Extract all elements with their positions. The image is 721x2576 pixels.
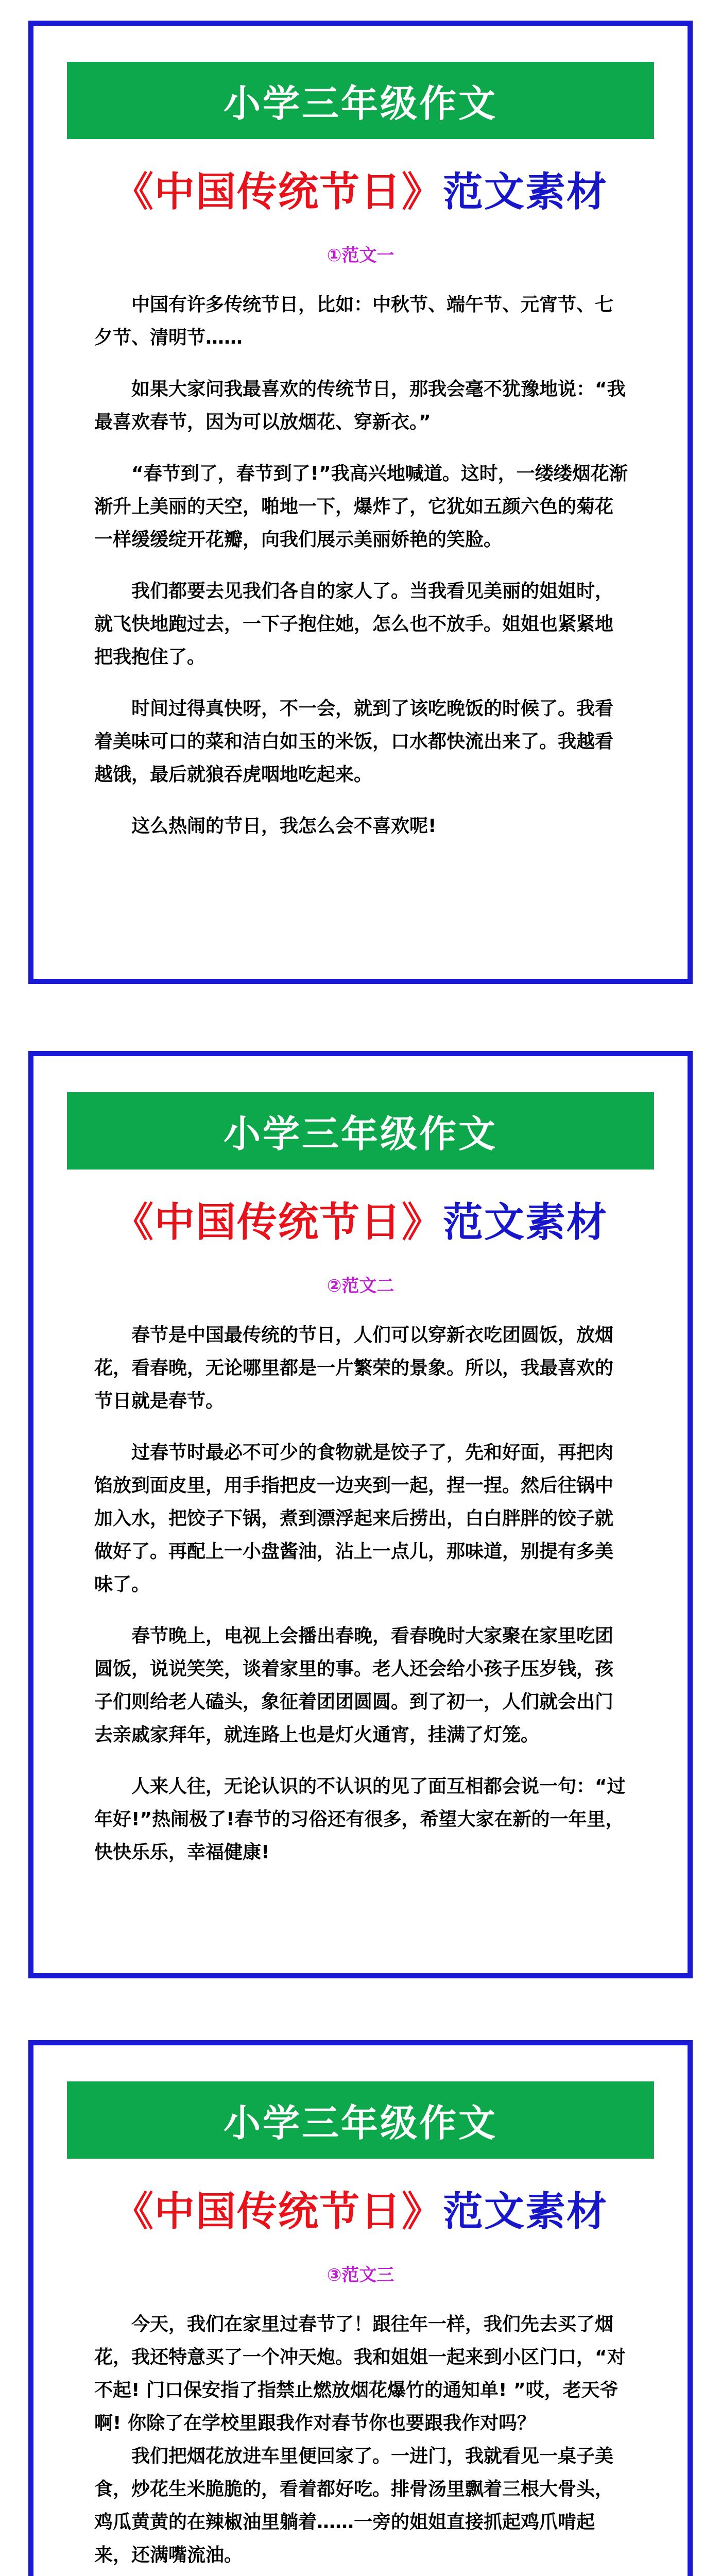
essay-body [94, 1319, 630, 1888]
essay-card-3 [28, 2040, 693, 2576]
subtitle-title: 《中国传统节日》 [113, 2189, 443, 2235]
paragraph: 我们都要去见我们各自的家人了。当我看见美丽的姐姐时，就飞快地跑过去，一下子抱住她，怎么也不放手。姐姐也紧紧地把我抱住了。 [94, 581, 614, 668]
grade-banner: 小学三年级作文 [67, 1092, 654, 1170]
essay-subtitle [33, 1190, 688, 1248]
section-label: ①范文一 [327, 245, 394, 266]
paragraph: 过春节时最必不可少的食物就是饺子了，先和好面，再把肉馅放到面皮里，用手指把皮一边夹到一起，捏一捏。然后往锅中加入水，把饺子下锅，煮到漂浮起来后捞出，白白胖胖的饺子就做好了。再配上一小盘酱油，沾上一点儿，那味道，别提有多美味了。 [94, 1442, 614, 1595]
section-label: ②范文二 [327, 1276, 394, 1296]
paragraph: 时间过得真快呀，不一会，就到了该吃晚饭的时候了。我看着美味可口的菜和洁白如玉的米饭，口水都快流出来了。我越看越饿，最后就狼吞虎咽地吃起来。 [94, 698, 614, 785]
section-label: ③范文三 [327, 2265, 394, 2285]
essay-body [94, 289, 630, 861]
paragraph: 今天，我们在家里过春节了！跟往年一样，我们先去买了烟花，我还特意买了一个冲天炮。我和姐姐一起来到小区门口，“对不起! 门口保安指了指禁止燃放烟花爆竹的通知单! ”哎，老天爷啊! 你除了在学校里跟我作对春节你也要跟我作对吗？ [94, 2314, 626, 2434]
paragraph: 如果大家问我最喜欢的传统节日，那我会毫不犹豫地说：“我最喜欢春节，因为可以放烟花、穿新衣。” [94, 379, 626, 433]
paragraph [94, 2572, 630, 2576]
essay-subtitle [33, 160, 688, 217]
essay-body [94, 2308, 630, 2576]
paragraph: 这么热闹的节日，我怎么会不喜欢呢! [131, 816, 437, 837]
paragraph: 我们把烟花放进车里便回家了。一进门，我就看见一桌子美食，炒花生米脆脆的，看着都好吃。排骨汤里飘着三根大骨头，鸡瓜黄黄的在辣椒油里躺着……一旁的姐姐直接抓起鸡爪啃起来，还满嘴流油。 [94, 2446, 614, 2566]
grade-banner: 小学三年级作文 [67, 2081, 654, 2159]
essay-subtitle [33, 2179, 688, 2237]
grade-banner: 小学三年级作文 [67, 62, 654, 139]
paragraph: 春节是中国最传统的节日，人们可以穿新衣吃团圆饭，放烟花，看春晚，无论哪里都是一片繁荣的景象。所以，我最喜欢的节日就是春节。 [94, 1325, 614, 1412]
paragraph: 春节晚上，电视上会播出春晚，看春晚时大家聚在家里吃团圆饭，说说笑笑，谈着家里的事。老人还会给小孩子压岁钱，孩子们则给老人磕头，象征着团团圆圆。到了初一，人们就会出门去亲戚家拜年，就连路上也是灯火通宵，挂满了灯笼。 [94, 1625, 614, 1745]
subtitle-tag: 范文素材 [443, 1199, 608, 1246]
paragraph: 中国有许多传统节日，比如：中秋节、端午节、元宵节、七夕节、清明节…… [94, 294, 614, 348]
subtitle-title: 《中国传统节日》 [113, 1199, 443, 1246]
paragraph: 人来人往，无论认识的不认识的见了面互相都会说一句：“过年好!”热闹极了!春节的习俗还有很多，希望大家在新的一年里，快快乐乐，幸福健康! [94, 1776, 626, 1863]
subtitle-title: 《中国传统节日》 [113, 169, 443, 215]
essay-card-1 [28, 21, 693, 984]
essay-card-2 [28, 1051, 693, 1978]
subtitle-tag: 范文素材 [443, 2189, 608, 2235]
subtitle-tag: 范文素材 [443, 169, 608, 215]
paragraph: “春节到了，春节到了!”我高兴地喊道。这时，一缕缕烟花渐渐升上美丽的天空，啪地一下，爆炸了，它犹如五颜六色的菊花一样缓缓绽开花瓣，向我们展示美丽娇艳的笑脸。 [94, 463, 628, 550]
